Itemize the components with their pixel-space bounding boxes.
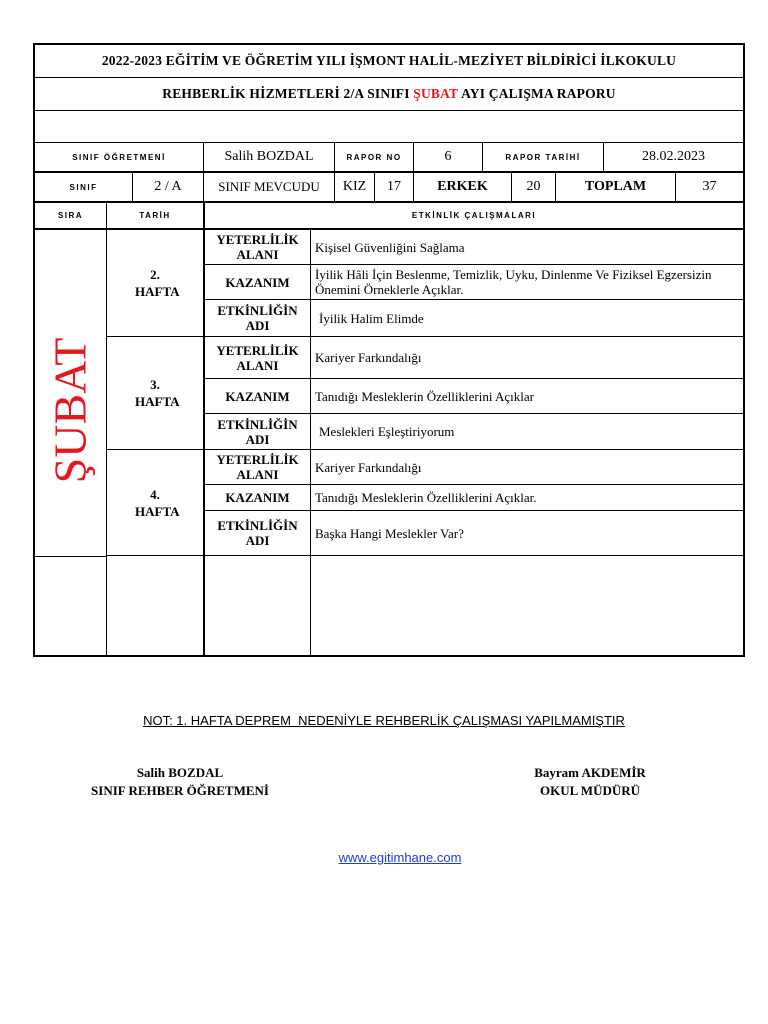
week-3-label: 3. HAFTA <box>135 377 180 409</box>
week-4-activity-label: ETKİNLİĞİN ADI <box>203 511 310 556</box>
principal-signature-title: OKUL MÜDÜRÜ <box>539 783 641 798</box>
teacher-signature-name: Salih BOZDAL <box>136 765 224 780</box>
month-vertical-text: ŞUBAT <box>44 337 96 483</box>
week-4-label: 4. HAFTA <box>135 486 180 519</box>
week-3-outcome-label: KAZANIM <box>203 379 310 414</box>
report-title <box>35 78 743 110</box>
school-title-row <box>35 45 743 78</box>
report-no-value: 6 <box>413 143 482 171</box>
signature-left <box>60 764 300 800</box>
week-2-outcome-value: İyilik Hâli İçin Beslenme, Temizlik, Uyku, Dinlenme Ve Fiziksel Egzersizin Önemini Örneklerle Açıklar. <box>310 265 743 300</box>
activities-body <box>35 230 743 655</box>
note-text: NOT: 1. HAFTA DEPREM NEDENİYLE REHBERLİK ÇALIŞMASI YAPILMAMIŞTIR <box>143 713 625 728</box>
week-3-area-label: YETERLİLİK ALANI <box>203 337 310 379</box>
class-label: SINIF <box>69 182 98 192</box>
week-4-activity-value: Başka Hangi Meslekler Var? <box>310 511 743 556</box>
week-3-activity-label: ETKİNLİĞİN ADI <box>203 414 310 450</box>
teacher-value: Salih BOZDAL <box>203 143 334 171</box>
week-2-area-label: YETERLİLİK ALANI <box>203 230 310 265</box>
girls-label: KIZ <box>334 173 374 201</box>
principal-signature-name: Bayram AKDEMİR <box>534 765 646 780</box>
website-link[interactable]: www.egitimhane.com <box>338 850 462 865</box>
boys-label: ERKEK <box>413 173 511 201</box>
week-4-area-value: Kariyer Farkındalığı <box>310 450 743 485</box>
report-no-label: RAPOR NO <box>334 143 413 171</box>
week-4-cell <box>106 450 203 556</box>
order-header: SIRA <box>57 211 84 220</box>
teacher-signature-title: SINIF REHBER ÖĞRETMENİ <box>91 783 269 798</box>
report-date-value: 28.02.2023 <box>603 143 743 171</box>
class-value: 2 / A <box>132 173 203 201</box>
empty-row <box>35 111 743 143</box>
report-title-row <box>35 78 743 111</box>
month-vertical-label <box>45 310 95 510</box>
report-title-month: ŞUBAT <box>413 86 459 101</box>
empty-value-cell <box>310 556 743 655</box>
report-title-post: AYI ÇALIŞMA RAPORU <box>458 86 616 101</box>
date-header: TARİH <box>106 203 203 228</box>
girls-value: 17 <box>374 173 413 201</box>
teacher-info-row <box>35 143 743 173</box>
week-4-outcome-label: KAZANIM <box>203 485 310 511</box>
empty-row-divider <box>35 556 106 557</box>
week-3-activity-value: Meslekleri Eşleştiriyorum <box>310 414 743 450</box>
week-4-outcome-value: Tanıdığı Mesleklerin Özelliklerini Açıklar. <box>310 485 743 511</box>
school-title: 2022-2023 EĞİTİM VE ÖĞRETİM YILI İŞMONT HALİL-MEZİYET BİLDİRİCİ İLKOKULU <box>101 53 677 68</box>
week-2-label: 2. HAFTA <box>135 267 180 299</box>
total-value: 37 <box>675 173 743 201</box>
week-2-activity-value: İyilik Halim Elimde <box>310 300 743 337</box>
teacher-label: SINIF ÖĞRETMENİ <box>72 152 166 162</box>
report-title-pre: REHBERLİK HİZMETLERİ 2/A SINIFI <box>162 86 414 101</box>
empty-label-cell <box>203 556 310 655</box>
week-4-area-label: YETERLİLİK ALANI <box>203 450 310 485</box>
empty-date-cell <box>106 556 203 655</box>
boys-value: 20 <box>511 173 555 201</box>
signature-right <box>480 764 700 800</box>
week-2-area-value: Kişisel Güvenliğini Sağlama <box>310 230 743 265</box>
report-date-label: RAPOR TARİHİ <box>482 143 603 171</box>
week-3-outcome-value: Tanıdığı Mesleklerin Özelliklerini Açıklar <box>310 379 743 414</box>
report-table <box>33 43 745 657</box>
count-label: SINIF MEVCUDU <box>203 173 334 201</box>
table-header-row <box>35 203 743 230</box>
week-3-area-value: Kariyer Farkındalığı <box>310 337 743 379</box>
week-2-activity-label: ETKİNLİĞİN ADI <box>203 300 310 337</box>
activities-header: ETKİNLİK ÇALIŞMALARI <box>203 203 743 228</box>
week-2-outcome-label: KAZANIM <box>203 265 310 300</box>
week-3-cell <box>106 337 203 450</box>
total-label: TOPLAM <box>555 173 675 201</box>
note <box>0 713 768 728</box>
week-2-cell <box>106 230 203 337</box>
class-info-row <box>35 173 743 203</box>
